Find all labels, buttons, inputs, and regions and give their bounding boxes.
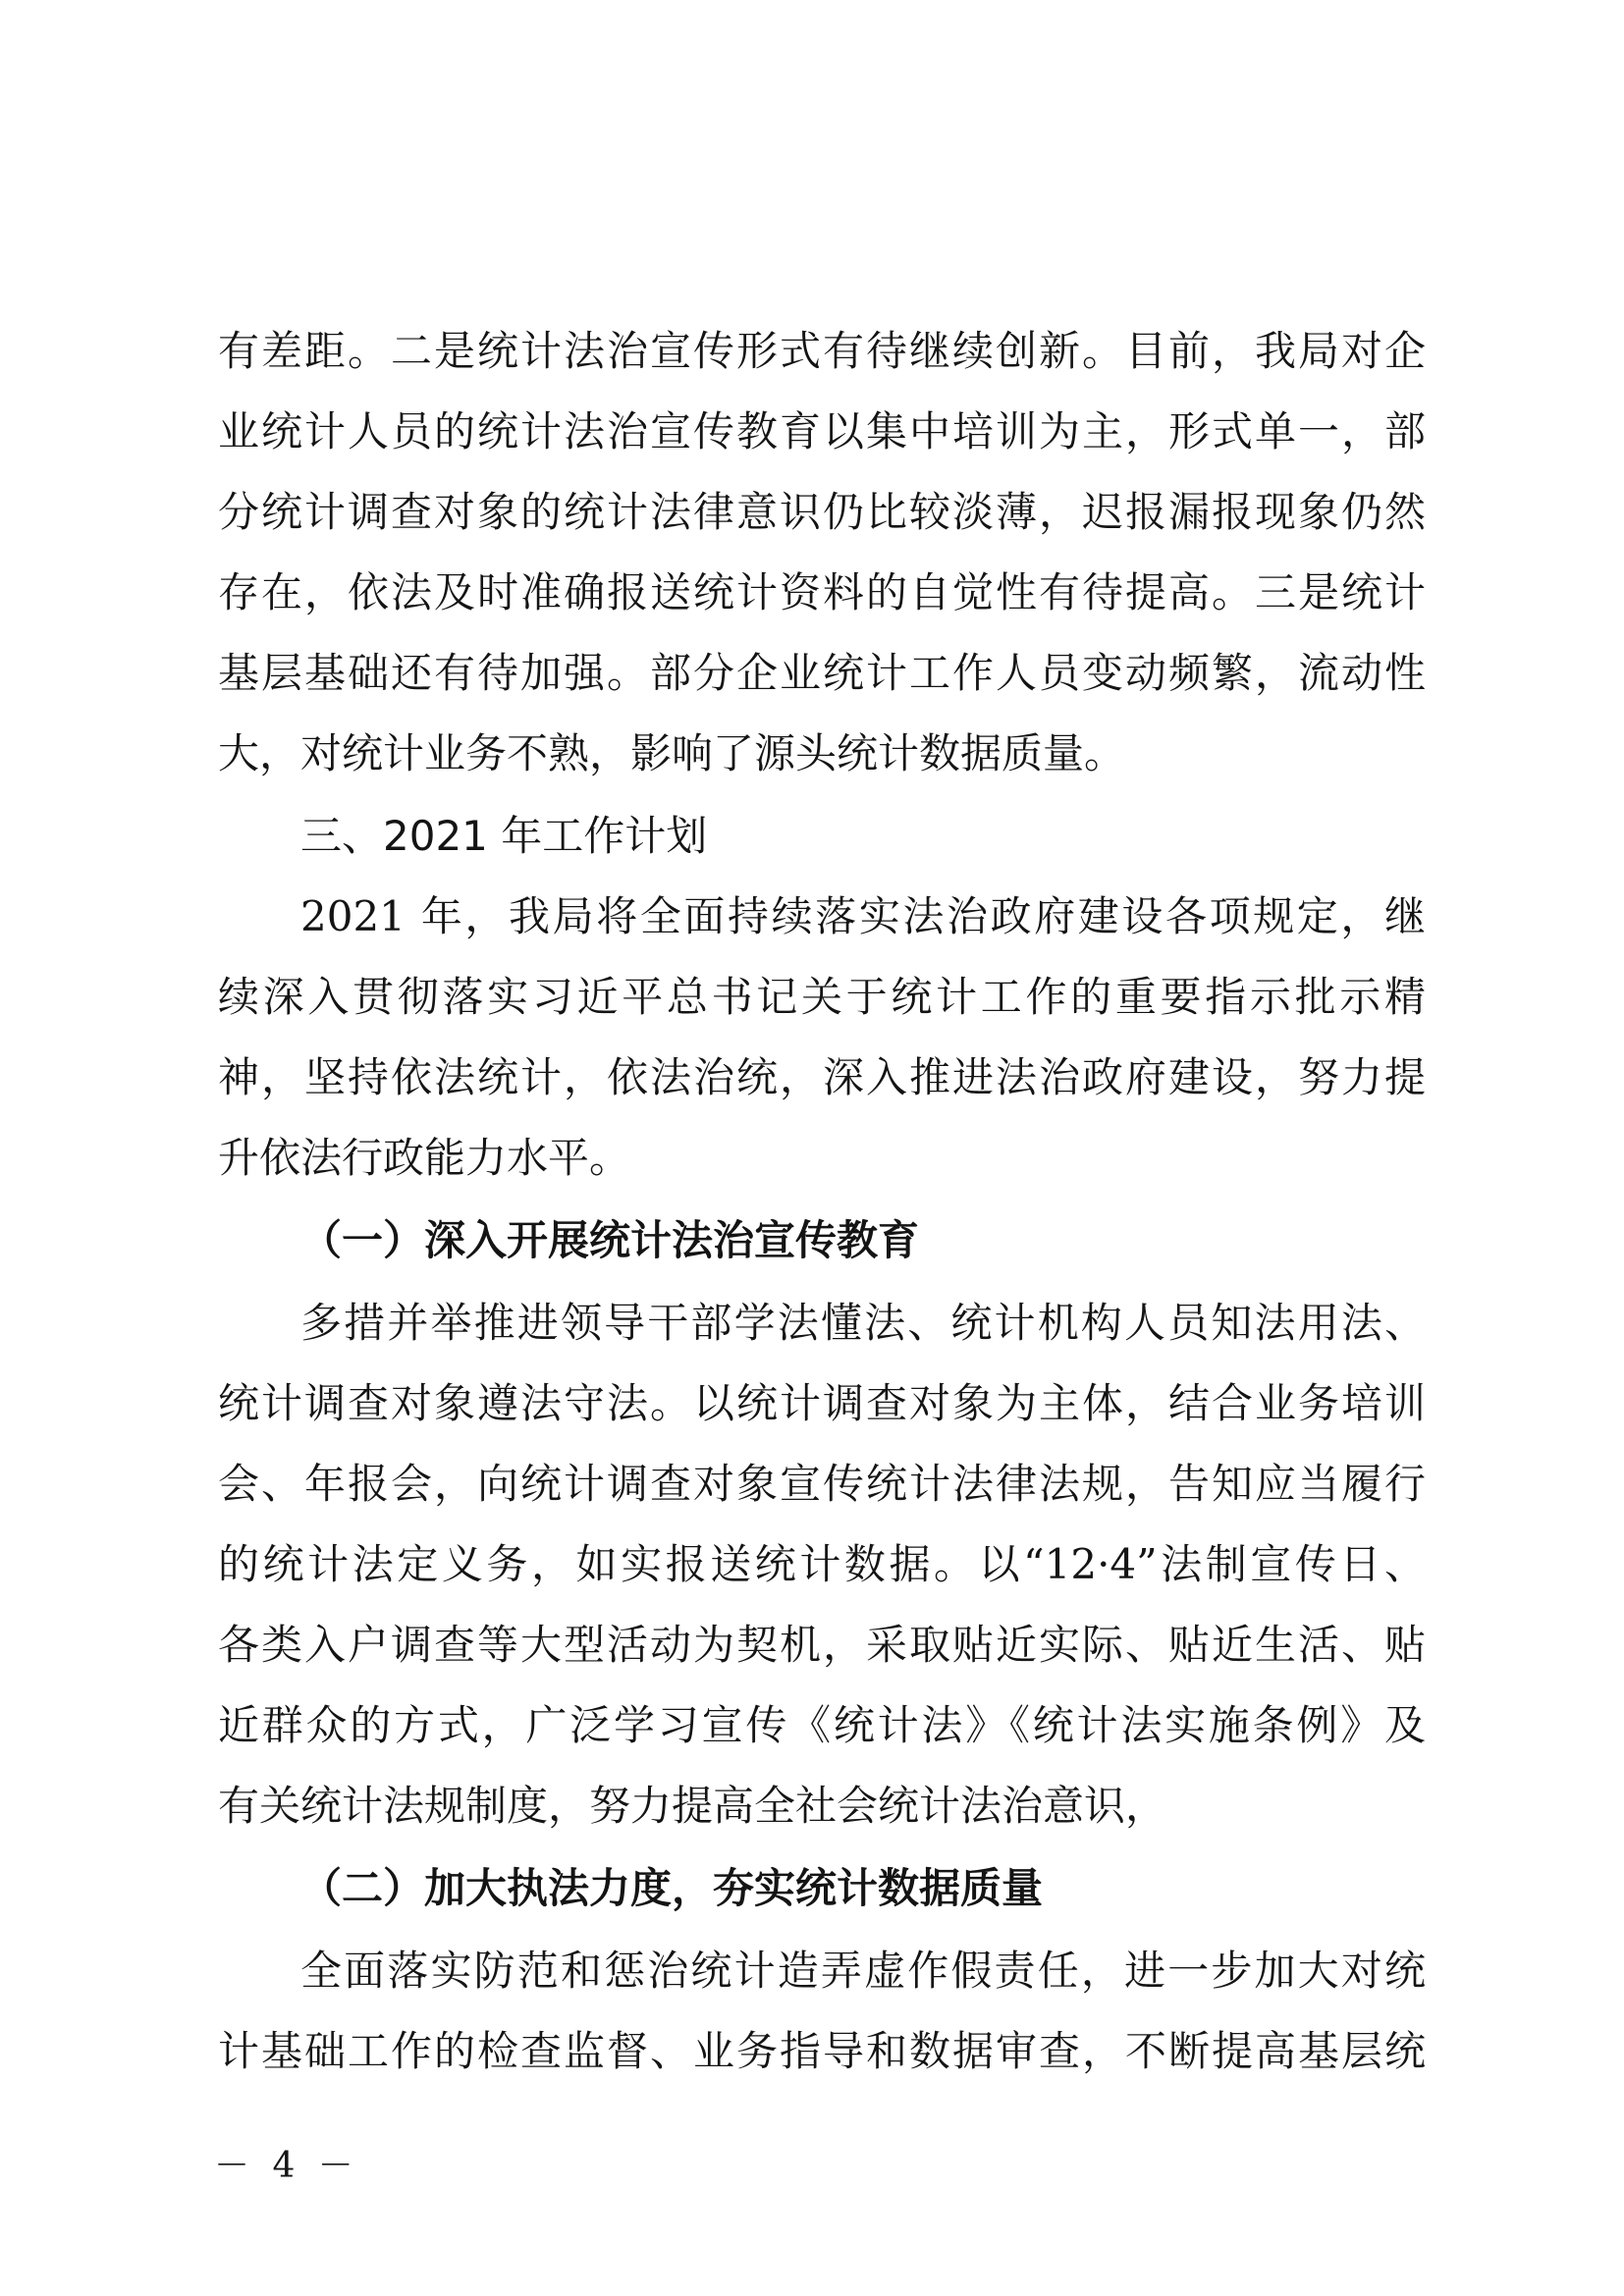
text-line: 神，坚持依法统计，依法治统，深入推进法治政府建设，努力提 — [218, 1053, 1426, 1101]
text-line: 大，对统计业务不熟，影响了源头统计数据质量。 — [218, 729, 1126, 777]
paragraph-first-line: 多措并举推进领导干部学法懂法、统计机构人员知法用法、 — [300, 1299, 1426, 1347]
text-line: 有关统计法规制度，努力提高全社会统计法治意识， — [218, 1782, 1167, 1830]
section-heading: 三、2021 年工作计划 — [300, 812, 708, 860]
text-line: 存在，依法及时准确报送统计资料的自觉性有待提高。三是统计 — [218, 568, 1426, 616]
subsection-heading: （一）深入开展统计法治宣传教育 — [300, 1216, 920, 1264]
text-line: 业统计人员的统计法治宣传教育以集中培训为主，形式单一，部 — [218, 407, 1426, 455]
text-line: 分统计调查对象的统计法律意识仍比较淡薄，迟报漏报现象仍然 — [218, 488, 1426, 536]
paragraph-first-line: 全面落实防范和惩治统计造弄虚作假责任，进一步加大对统 — [300, 1947, 1426, 1995]
text-line: 有差距。二是统计法治宣传形式有待继续创新。目前，我局对企 — [218, 327, 1426, 375]
text-line: 近群众的方式，广泛学习宣传《统计法》《统计法实施条例》及 — [218, 1701, 1426, 1749]
text-line: 计基础工作的检查监督、业务指导和数据审查，不断提高基层统 — [218, 2027, 1426, 2075]
text-line: 升依法行政能力水平。 — [218, 1134, 631, 1182]
text-line: 各类入户调查等大型活动为契机，采取贴近实际、贴近生活、贴 — [218, 1621, 1426, 1669]
subsection-heading: （二）加大执法力度，夯实统计数据质量 — [300, 1864, 1044, 1912]
text-line: 续深入贯彻落实习近平总书记关于统计工作的重要指示批示精 — [218, 973, 1426, 1021]
paragraph-first-line: 2021 年，我局将全面持续落实法治政府建设各项规定，继 — [300, 892, 1426, 940]
text-line: 基层基础还有待加强。部分企业统计工作人员变动频繁，流动性 — [218, 649, 1426, 697]
text-line: 会、年报会，向统计调查对象宣传统计法律法规，告知应当履行 — [218, 1460, 1426, 1508]
text-line: 统计调查对象遵法守法。以统计调查对象为主体，结合业务培训 — [218, 1379, 1426, 1427]
text-line: 的统计法定义务，如实报送统计数据。以“12·4”法制宣传日、 — [218, 1540, 1426, 1588]
page-number: － 4 － — [214, 2146, 359, 2186]
